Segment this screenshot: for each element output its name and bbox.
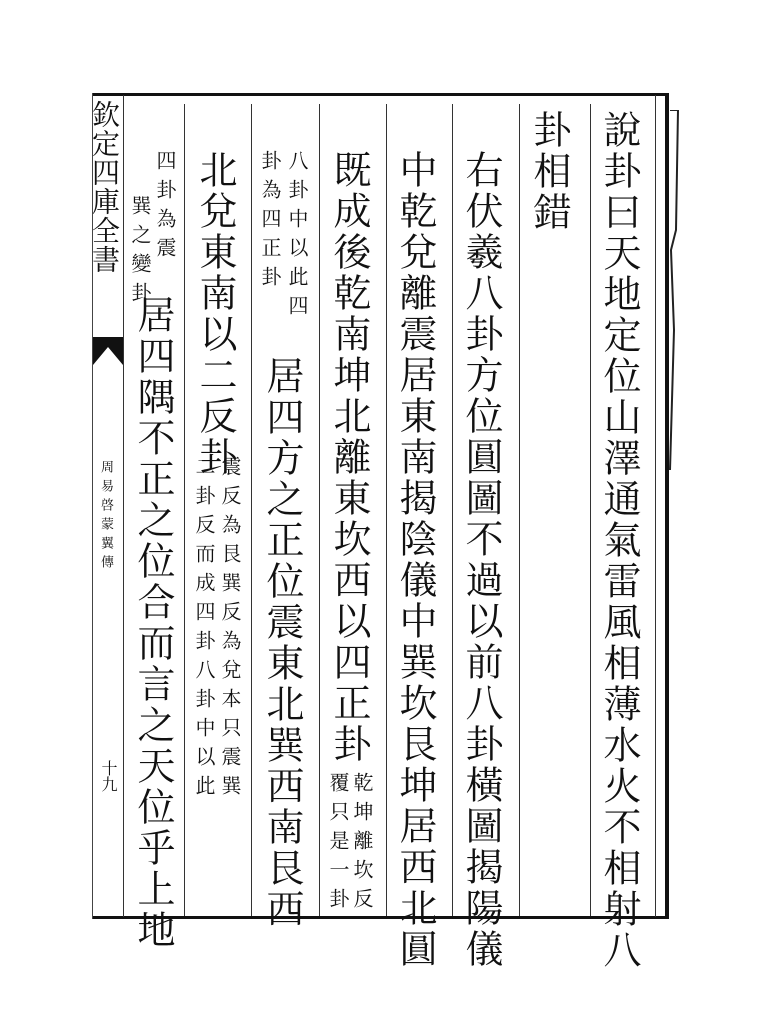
- column-rule: [519, 104, 520, 916]
- column-rule: [319, 104, 320, 916]
- text-column-5-note-left: 覆只是一卦: [326, 772, 350, 917]
- column-rule: [590, 104, 591, 916]
- series-title: 欽定四庫全書: [88, 100, 121, 274]
- text-column-7-note-right: 震反為艮巽反為兌本只震巽: [218, 456, 242, 804]
- text-column-7-note-left: 二卦反而成四卦八卦中以此: [192, 456, 216, 804]
- text-column-3: 右伏羲八卦方位圓圖不過以前八卦橫圖揭陽儀: [459, 150, 503, 970]
- column-rule: [251, 104, 252, 916]
- text-column-6-note-left: 卦為四正卦: [258, 150, 282, 295]
- column-rule: [184, 104, 185, 916]
- text-column-5-main: 既成後乾南坤北離東坎西以四正卦: [327, 150, 371, 765]
- text-column-5-note-right: 乾坤離坎反: [350, 772, 374, 917]
- page-number: 十九: [99, 760, 118, 792]
- column-rule: [386, 104, 387, 916]
- text-column-1: 說卦曰天地定位山澤通氣雷風相薄水火不相射八: [597, 110, 641, 971]
- text-column-8-note-right: 四卦為震: [153, 150, 177, 266]
- text-column-4: 中乾兌離震居東南揭陰儀中巽坎艮坤居西北圓: [393, 150, 437, 970]
- column-rule: [452, 104, 453, 916]
- book-title: 周易啓蒙翼傳: [98, 460, 113, 574]
- frame-top-border: [92, 93, 668, 96]
- text-column-8-note-left: 巽之變卦: [128, 195, 152, 311]
- text-column-2: 卦相錯: [527, 110, 571, 233]
- frame-bottom-border: [92, 916, 668, 919]
- text-column-8-main: 居四隅不正之位合而言之天位乎上地: [131, 295, 175, 951]
- frame-right-inner-border: [655, 95, 656, 917]
- text-column-7-main: 北兌東南以二反卦: [193, 150, 237, 478]
- fishtail-mark-icon: [93, 335, 123, 367]
- text-column-6-main: 居四方之正位震東北巽西南艮西: [260, 356, 304, 930]
- binding-edge-mark: [668, 110, 680, 470]
- text-column-6-note-right: 八卦中以此四: [285, 150, 309, 324]
